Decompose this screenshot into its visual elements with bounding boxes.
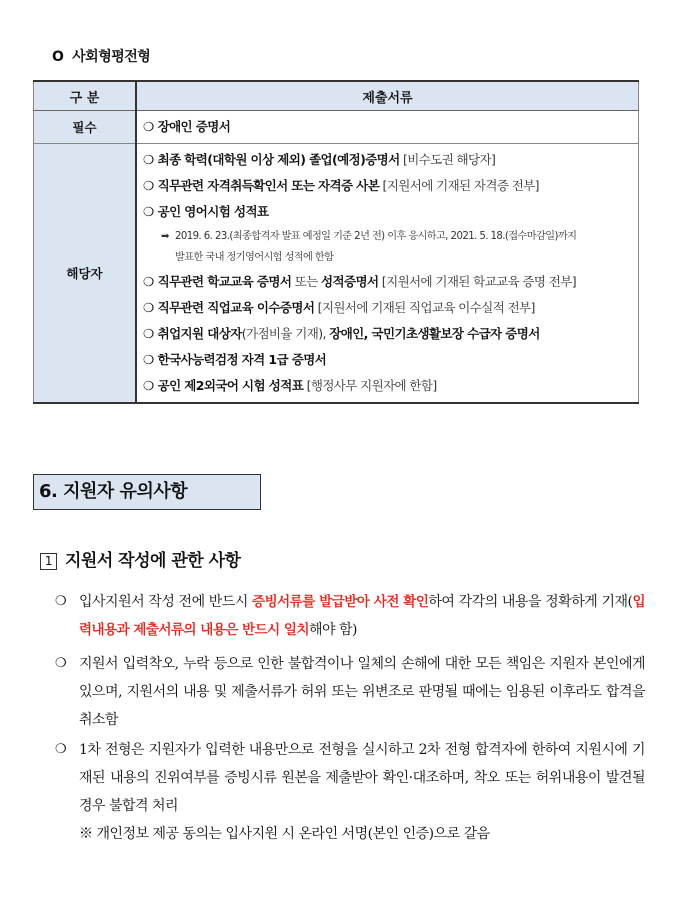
english-test-note: ➡ 2019. 6. 23.(최종합격자 발표 예정일 기준 2년 전) 이후 응시하고, 2021. 5. 18.(접수마감일)까지 xyxy=(143,227,634,247)
number-box: 1 xyxy=(40,553,57,570)
notice-paragraph-1: ❍ 입사지원서 작성 전에 반드시 증빙서류를 발급받아 사전 확인하여 각각의 내용을 정확하게 기재(입력내용과 제출서류의 내용은 반드시 일치해야 함) xyxy=(55,588,645,644)
required-item: ❍ 장애인 증명서 xyxy=(143,119,231,134)
doc-item: ❍ 한국사능력검정 자격 1급 증명서 xyxy=(143,352,327,367)
doc-item: ❍ 공인 영어시험 성적표 xyxy=(143,204,269,219)
row-label-applicable: 해당자 xyxy=(34,144,137,404)
english-test-note-cont: 발표한 국내 정기영어시험 성적에 한함 xyxy=(175,252,334,263)
bullet-circle: O xyxy=(52,49,64,65)
bullet-circle-icon: ❍ xyxy=(55,656,67,671)
row-label-required: 필수 xyxy=(34,111,137,144)
section-6-heading: 6. 지원자 유의사항 xyxy=(33,474,261,510)
doc-item: ❍ 최종 학력(대학원 이상 제외) 졸업(예정)증명서 [비수도권 해당자] xyxy=(143,152,496,167)
col-header-category: 구 분 xyxy=(34,81,137,111)
section-title-text: 사회형평전형 xyxy=(72,49,151,65)
notice-paragraph-3: ❍ 1차 전형은 지원자가 입력한 내용만으로 전형을 실시하고 2차 전형 합격자에 한하여 지원시에 기재된 내용의 진위여부를 증빙시류 원본을 제출받아 확인·대조하며, 착오 또는 허위내용이 발견될 경우 불합격 처리 ※ 개인정보 제공 동의는 입사지원 시 온라인 서명(본인 인증)으로 갈음 xyxy=(55,736,645,848)
bullet-circle-icon: ❍ xyxy=(55,594,67,609)
doc-item: ❍ 공인 제2외국어 시험 성적표 [행정사무 지원자에 한함] xyxy=(143,378,437,393)
document-table xyxy=(33,80,639,404)
bullet-circle-icon: ❍ xyxy=(55,742,67,757)
col-header-documents: 제출서류 xyxy=(136,81,639,111)
doc-item: ❍ 직무관련 자격취득확인서 또는 자격증 사본 [지원서에 기재된 자격증 전부] xyxy=(143,178,539,193)
section-title xyxy=(52,46,150,66)
doc-item: ❍ 취업지원 대상자(가점비율 기재), 장애인, 국민기초생활보장 수급자 증명서 xyxy=(143,326,540,341)
privacy-note: ※ 개인정보 제공 동의는 입사지원 시 온라인 서명(본인 인증)으로 갈음 xyxy=(79,826,490,842)
doc-item: ❍ 직무관련 직업교육 이수증명서 [지원서에 기재된 직업교육 이수실적 전부] xyxy=(143,300,535,315)
doc-item: ❍ 직무관련 학교교육 증명서 또는 성적증명서 [지원서에 기재된 학교교육 증명 전부] xyxy=(143,274,576,289)
subsection-heading: 1 지원서 작성에 관한 사항 xyxy=(40,546,240,571)
notice-paragraph-2: ❍ 지원서 입력착오, 누락 등으로 인한 불합격이나 일체의 손해에 대한 모든 책임은 지원자 본인에게 있으며, 지원서의 내용 및 제출서류가 허위 또는 위변조로 판명될 때에는 임용된 이후라도 합격을 취소함 xyxy=(55,650,645,734)
arrow-icon: ➡ xyxy=(161,231,169,242)
